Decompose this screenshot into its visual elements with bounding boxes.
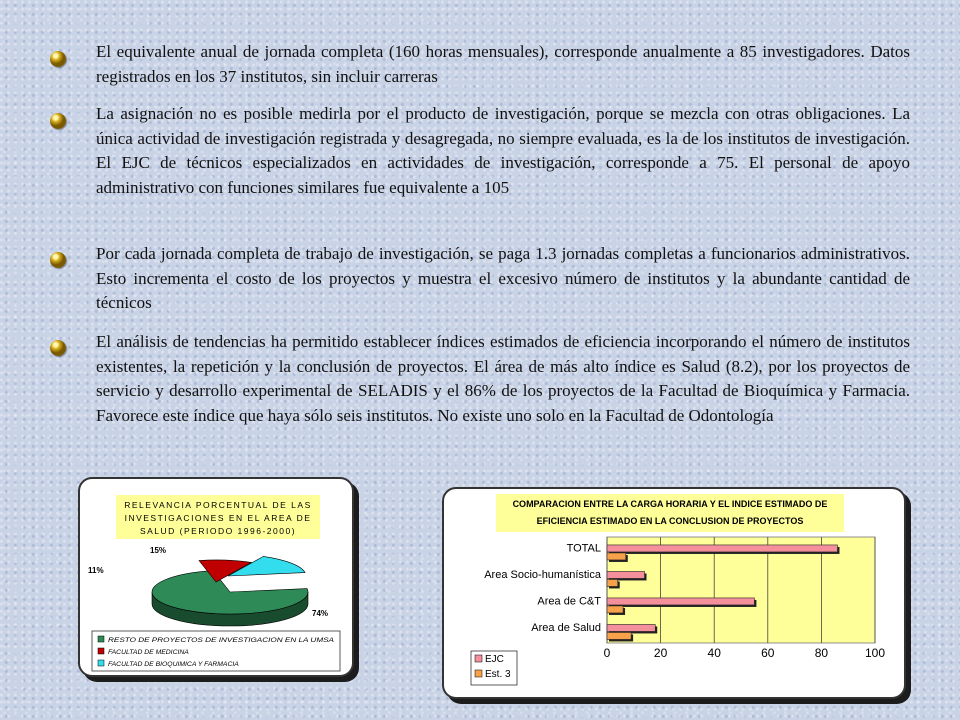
bullet-icon [50, 113, 66, 129]
pie-title-line: RELEVANCIA PORCENTUAL DE LAS [124, 500, 312, 510]
x-tick-label: 80 [814, 646, 829, 660]
legend-label: EJC [485, 654, 504, 665]
bar [607, 598, 754, 605]
pie-title-line: INVESTIGACIONES EN EL AREA DE [124, 513, 312, 523]
legend-label-resto: RESTO DE PROYECTOS DE INVESTIGACION EN LA UMSA [108, 637, 335, 644]
bar-title-line: EFICIENCIA ESTIMADO EN LA CONCLUSION DE PROYECTOS [536, 516, 804, 526]
legend-label: Est. 3 [485, 669, 511, 680]
bullet-icon [50, 51, 66, 67]
legend-swatch-resto [98, 636, 104, 642]
bar [607, 553, 626, 560]
bar [607, 545, 837, 552]
bar-chart-panel [442, 487, 906, 699]
bar [607, 606, 623, 613]
legend-swatch [475, 670, 482, 677]
bar [607, 632, 631, 639]
bar [607, 571, 645, 578]
bar [607, 624, 655, 631]
x-tick-label: 0 [603, 646, 611, 660]
bullet-icon [50, 252, 66, 268]
category-label: Area Socio-humanística [484, 569, 601, 582]
legend-swatch-medicina [98, 648, 104, 654]
pie-label-15: 15% [150, 546, 167, 555]
category-label: TOTAL [566, 542, 601, 555]
paragraph-3: Por cada jornada completa de trabajo de investigación, se paga 1.3 jornadas completas a funcionarios administrativos. Esto incrementa el costo de los proyectos y muestra el excesivo número de institutos y la abundante cantidad de técnicos [96, 244, 910, 312]
x-tick-label: 100 [864, 646, 886, 660]
x-tick-label: 40 [707, 646, 721, 660]
pie-label-74: 74% [312, 609, 329, 618]
category-label: Area de Salud [531, 622, 601, 635]
legend-swatch [475, 655, 482, 662]
pie-chart-panel [78, 477, 354, 677]
legend-label-bioquimica: FACULTAD DE BIOQUIMICA Y FARMACIA [108, 661, 239, 668]
bar-title-line: COMPARACION ENTRE LA CARGA HORARIA Y EL INDICE ESTIMADO DE [512, 499, 828, 509]
paragraph-4: El análisis de tendencias ha permitido establecer índices estimados de eficiencia incorporando el número de institutos existentes, la repetición y la conclusión de proyectos. El área de más alto índice es Salud (8.2), por los proyectos de servicio y desarrollo experimental de SELADIS y el 86% de los proyectos de la Facultad de Bioquímica y Farmacia. Favorece este índice que haya sólo seis institutos. No existe uno solo en la Facultad de Odontología [96, 332, 910, 425]
legend-swatch-bioquimica [98, 660, 104, 666]
pie-slice [152, 571, 308, 614]
bullet-icon [50, 340, 66, 356]
x-tick-label: 60 [761, 646, 775, 660]
category-label: Area de C&T [537, 595, 601, 608]
paragraph-1: El equivalente anual de jornada completa (160 horas mensuales), corresponde anualmente a 85 investigadores. Datos registrados en los 37 institutos, sin incluir carreras [96, 42, 910, 86]
bar [607, 579, 618, 586]
paragraph-2: La asignación no es posible medirla por el producto de investigación, porque se mezcla con otras obligaciones. La única actividad de investigación registrada y desagregada, no siempre evaluada, es la de los institutos de investigación. El EJC de técnicos especializados en actividades de investigación, corresponde a 75. El personal de apoyo administrativo con funciones similares fue equivalente a 105 [96, 104, 910, 197]
pie-label-11: 11% [88, 566, 104, 575]
x-tick-label: 20 [653, 646, 668, 660]
pie-title-line: SALUD (PERIODO 1996-2000) [139, 526, 297, 536]
legend-label-medicina: FACULTAD DE MEDICINA [108, 649, 189, 656]
pie-chart [80, 479, 352, 675]
bar-chart [444, 489, 904, 697]
